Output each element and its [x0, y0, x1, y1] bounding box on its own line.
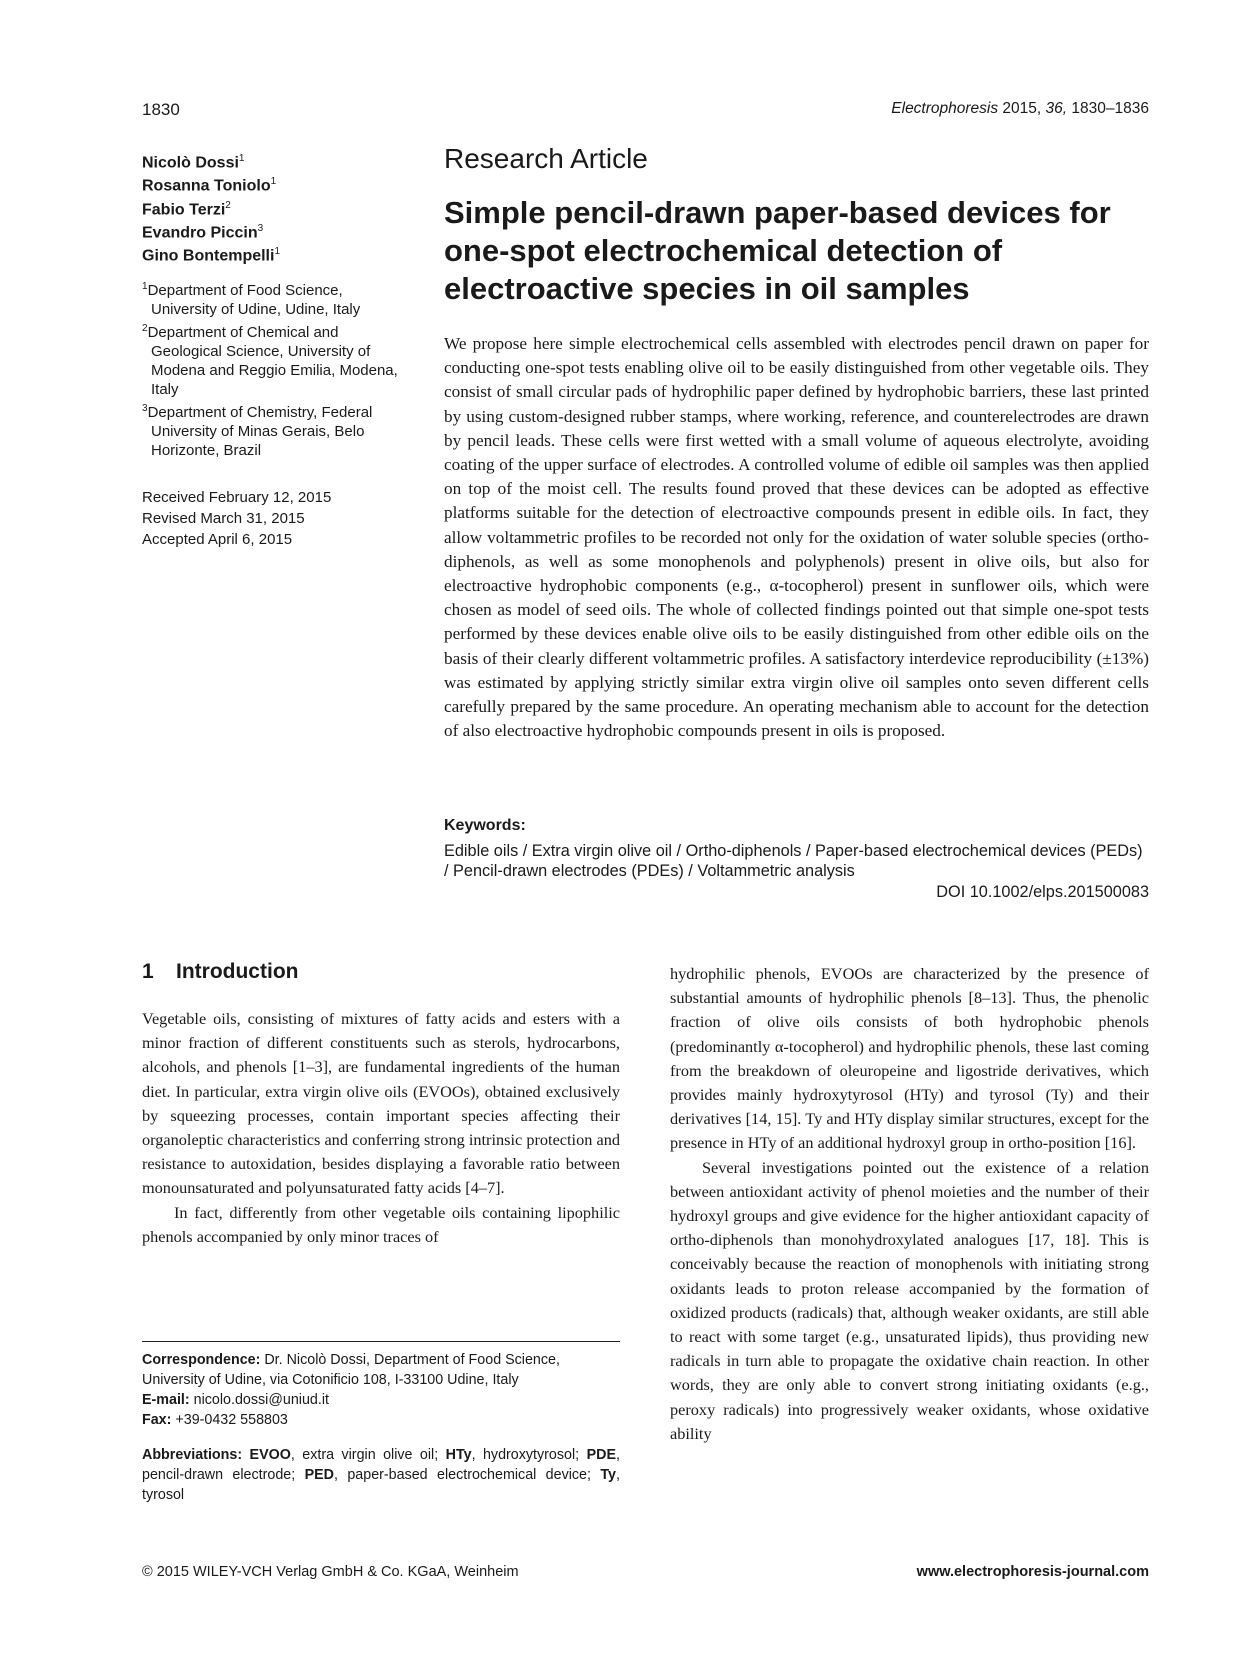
paragraph: Several investigations pointed out the existence of a relation between antioxidant activity of phenol moieties and the number of their hydroxyl groups and give evidence for the higher antioxidant capacity of ortho-diphenols than monohydroxylated analogues [17, 18]. This is conceivably because the reaction of monophenols with initiating strong oxidants leads to proton release accompanied by the formation of oxidized products (radicals) that, although weaker oxidants, are still able to react with some target (e.g., unsaturated lipids), thus providing new radicals in turn able to propagate the oxidative chain reaction. In other words, they are only able to convert strong initiating oxidants (e.g., peroxy radicals) into progressively weaker oxidants, whose oxidative ability	[670, 1157, 1149, 1443]
journal-pages: 1830–1836	[1071, 100, 1149, 117]
abbr-term: EVOO	[249, 1447, 291, 1463]
affiliation-list	[142, 277, 412, 460]
received-date: Received February 12, 2015	[142, 489, 332, 506]
footnote-rule	[142, 1341, 620, 1342]
accepted-date: Accepted April 6, 2015	[142, 531, 293, 548]
journal-year: 2015,	[1002, 100, 1042, 117]
history-dates	[142, 487, 331, 550]
section-number: 1	[142, 960, 154, 983]
abbr-term: Ty	[600, 1467, 616, 1483]
paragraph: hydrophilic phenols, EVOOs are characterized by the presence of substantial amounts of hydrophilic phenols [8–13]. Thus, the phenolic fraction of olive oils consists of both hydrophobic phenols (predominantly α-tocopherol) and hydrophilic phenols, these last coming from the breakdown of oleuropeine and ligostride derivatives, which provides mainly hydroxytyrosol (HTy) and tyrosol (Ty) and their derivatives [14, 15]. Ty and HTy display similar structures, except for the presence in HTy of an additional hydroxyl group in ortho-position [16].	[670, 964, 1149, 1153]
abbr-definition: tyrosol	[142, 1487, 185, 1503]
affiliation: $^2$Department of Chemical and Geological Science, University of Modena and Reggio Emilia, Modena, Italy	[142, 323, 398, 398]
keywords-heading: Keywords:	[444, 817, 526, 834]
journal-volume: 36,	[1045, 100, 1068, 117]
left-column	[142, 1007, 620, 1249]
revised-date: Revised March 31, 2015	[142, 510, 305, 527]
running-head	[891, 100, 1149, 118]
author: Nicolò Dossi$^1$	[142, 153, 245, 172]
section-heading	[142, 960, 298, 984]
doi: DOI 10.1002/elps.201500083	[936, 883, 1149, 901]
correspondence-address: Correspondence: Dr. Nicolò Dossi, Department of Food Science, University of Udine, via Cotonificio 108, I-33100 Udine, Italy	[142, 1352, 560, 1388]
keywords-list: Edible oils / Extra virgin olive oil / Ortho-diphenols / Paper-based electrochemical devices (PEDs) / Pencil-drawn electrodes (PDEs) / Voltammetric analysis	[444, 842, 1143, 880]
abbr-definition: paper-based electrochemical device;	[347, 1467, 591, 1483]
paragraph: Vegetable oils, consisting of mixtures of fatty acids and esters with a minor fraction of different constituents such as sterols, hydrocarbons, alcohols, and phenols [1–3], are fundamental ingredients of the human diet. In particular, extra virgin olive oils (EVOOs), obtained exclusively by squeezing processes, contain important species affecting their organoleptic characteristics and conferring strong intrinsic protection and resistance to autoxidation, besides displaying a favorable ratio between monounsaturated and polyunsaturated fatty acids [4–7].	[142, 1009, 620, 1198]
section-title: Introduction	[176, 960, 299, 983]
abbr-definition: pencil-drawn electrode;	[142, 1467, 296, 1483]
author: Gino Bontempelli$^1$	[142, 246, 281, 265]
abstract: We propose here simple electrochemical cells assembled with electrodes pencil drawn on paper for conducting one-spot tests enabling olive oil to be easily distinguished from other vegetable oils. They consist of small circular pads of hydrophilic paper defined by hydrophobic barriers, these last printed by using custom-designed rubber stamps, where working, reference, and counterelectrodes are drawn by pencil leads. These cells were first wetted with a small volume of aqueous electrolyte, avoiding coating of the upper surface of electrodes. A controlled volume of edible oil samples was then applied on top of the moist cell. The results found proved that these devices can be adopted as effective platforms suitable for the detection of electroactive compounds present in edible oils. In fact, they allow voltammetric profiles to be recorded not only for the oxidation of water soluble species (ortho-diphenols, as well as some monophenols and polyphenols) present in olive oils, but also for electroactive hydrophobic components (e.g., α-tocopherol) present in sunflower oils, which were chosen as model of seed oils. The whole of collected findings pointed out that simple one-spot tests performed by these devices enable olive oils to be easily distinguished from other edible oils on the basis of their clearly different voltammetric profiles. A satisfactory interdevice reproducibility (±13%) was estimated by applying strictly similar extra virgin olive oil samples onto seven different cells carefully prepared by the same procedure. An operating mechanism able to account for the detection of also electroactive hydrophobic compounds present in oils is proposed.	[444, 334, 1149, 741]
correspondence-note	[142, 1350, 620, 1430]
abbr-term: PED	[304, 1467, 334, 1483]
affiliation: $^3$Department of Chemistry, Federal University of Minas Gerais, Belo Horizonte, Brazil	[142, 403, 373, 459]
abbr-term: PDE	[586, 1447, 616, 1463]
abbreviations-label: Abbreviations:	[142, 1447, 243, 1463]
journal-name: Electrophoresis	[891, 100, 999, 117]
correspondence-email: E-mail: nicolo.dossi@uniud.it	[142, 1392, 329, 1408]
affiliation: $^1$Department of Food Science, University of Udine, Udine, Italy	[142, 281, 361, 318]
copyright-notice: © 2015 WILEY-VCH Verlag GmbH & Co. KGaA, Weinheim	[142, 1564, 519, 1580]
abbr-definition: hydroxytyrosol;	[482, 1447, 580, 1463]
abbr-term: HTy	[445, 1447, 472, 1463]
right-column	[670, 962, 1149, 1446]
author: Fabio Terzi$^2$	[142, 199, 231, 218]
journal-website: www.electrophoresis-journal.com	[916, 1564, 1149, 1580]
paragraph: In fact, differently from other vegetable oils containing lipophilic phenols accompanied by only minor traces of	[142, 1202, 620, 1246]
article-title: Simple pencil-drawn paper-based devices for one-spot electrochemical detection of electroactive species in oil samples	[444, 195, 1111, 306]
author: Rosanna Toniolo$^1$	[142, 176, 277, 195]
article-type: Research Article	[444, 143, 648, 174]
abbreviations-note: Abbreviations: EVOO, extra virgin olive oil; HTy, hydroxytyrosol; PDE, pencil-drawn electrode; PED, paper-based electrochemical device; Ty, tyrosol	[142, 1447, 620, 1503]
author: Evandro Piccin$^3$	[142, 222, 264, 242]
author-list	[142, 149, 402, 266]
abbr-definition: extra virgin olive oil;	[302, 1447, 439, 1463]
page-number: 1830	[142, 100, 180, 119]
correspondence-fax: Fax: +39-0432 558803	[142, 1412, 288, 1428]
